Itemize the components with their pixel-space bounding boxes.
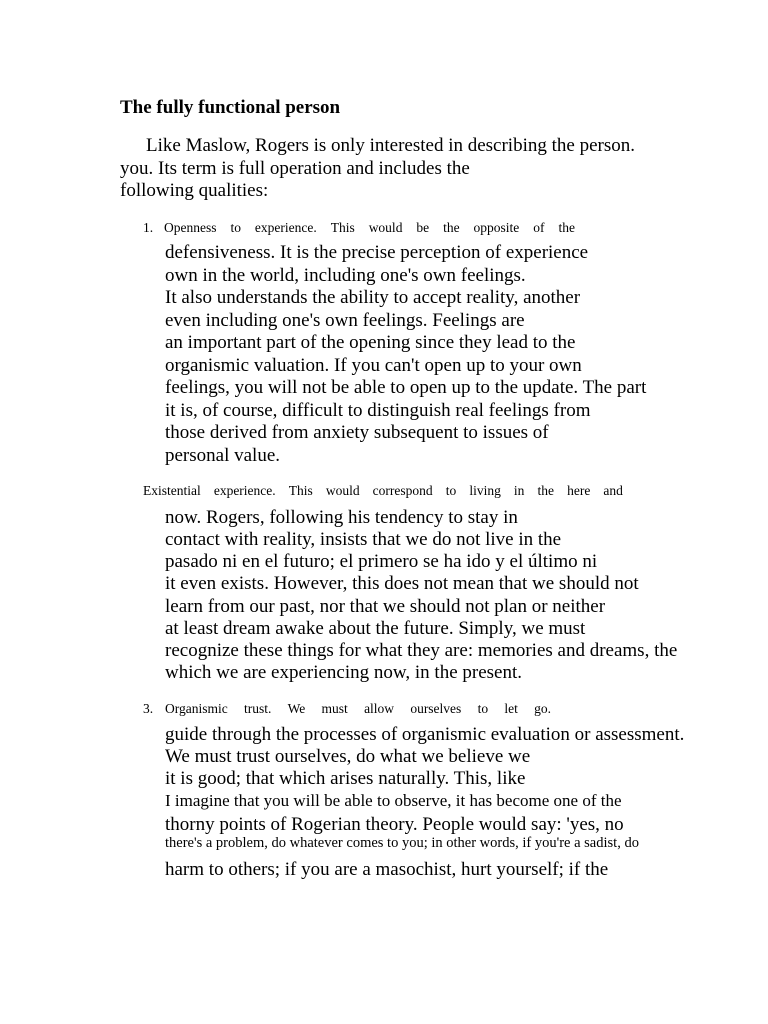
body-line: it is, of course, difficult to distinguish real feelings from [165,400,591,421]
heading-word: correspond [372,483,433,498]
body-line: there's a problem, do whatever comes to you; in other words, if you're a sadist, do [165,835,639,851]
heading-word: ourselves [410,701,462,716]
body-line: defensiveness. It is the precise perception of experience [165,242,589,263]
heading-word: to [445,483,457,498]
body-line: thorny points of Rogerian theory. People would say: 'yes, no [165,814,624,835]
heading-word: trust. [244,701,272,716]
heading-word: the [443,220,460,235]
heading-word: We [287,701,306,716]
heading-word: This [330,220,355,235]
heading-word: This [288,483,313,498]
heading-word: would [325,483,360,498]
heading-word: Organismic [165,701,228,716]
heading-word: to [230,220,241,235]
body-line: those derived from anxiety subsequent to issues of [165,422,549,443]
body-line: feelings, you will not be able to open up to the update. The part [165,377,647,398]
heading-word: Openness [164,220,217,235]
body-line: It also understands the ability to accept reality, another [165,287,581,308]
body-line: We must trust ourselves, do what we believe we [165,746,531,767]
body-line: personal value. [165,445,281,466]
heading-word: Existential [143,483,201,498]
heading-word: in [513,483,525,498]
section-title: The fully functional person [120,97,341,118]
list-item-heading [143,484,623,498]
heading-word: would [368,220,403,235]
heading-word: the [537,483,555,498]
heading-word: the [558,220,575,235]
list-marker: 3. [143,701,154,716]
heading-word: and [603,483,623,498]
body-line: now. Rogers, following his tendency to stay in [165,507,518,528]
heading-word: go. [534,701,551,716]
list-item-heading [164,221,575,235]
body-line: guide through the processes of organismic evaluation or assessment. [165,724,685,745]
intro-line: following qualities: [120,180,269,201]
body-line: I imagine that you will be able to observe, it has become one of the [165,791,622,810]
heading-word: must [321,701,348,716]
heading-word: let [504,701,518,716]
heading-word: be [416,220,430,235]
body-line: even including one's own feelings. Feelings are [165,310,525,331]
body-line: learn from our past, nor that we should not plan or neither [165,596,606,617]
intro-line: Like Maslow, Rogers is only interested in describing the person. [146,135,635,156]
heading-word: experience. [254,220,317,235]
list-marker: 1. [143,220,154,235]
body-line: pasado ni en el futuro; el primero se ha ido y el último ni [165,551,598,572]
heading-word: opposite [473,220,520,235]
heading-word: experience. [213,483,276,498]
body-line: an important part of the opening since they lead to the [165,332,576,353]
body-line: harm to others; if you are a masochist, hurt yourself; if the [165,859,609,880]
body-line: organismic valuation. If you can't open up to your own [165,355,582,376]
heading-word: here [567,483,591,498]
body-line: contact with reality, insists that we do not live in the [165,529,562,550]
body-line: it even exists. However, this does not mean that we should not [165,573,639,594]
heading-word: living [469,483,501,498]
heading-word: to [477,701,489,716]
heading-word: allow [364,701,395,716]
list-item-heading [165,702,551,716]
body-line: own in the world, including one's own feelings. [165,265,526,286]
body-line: at least dream awake about the future. Simply, we must [165,618,586,639]
body-line: which we are experiencing now, in the present. [165,662,522,683]
intro-line: you. Its term is full operation and includes the [120,158,470,179]
heading-word: of [533,220,545,235]
body-line: recognize these things for what they are: memories and dreams, the [165,640,678,661]
body-line: it is good; that which arises naturally. This, like [165,768,526,789]
